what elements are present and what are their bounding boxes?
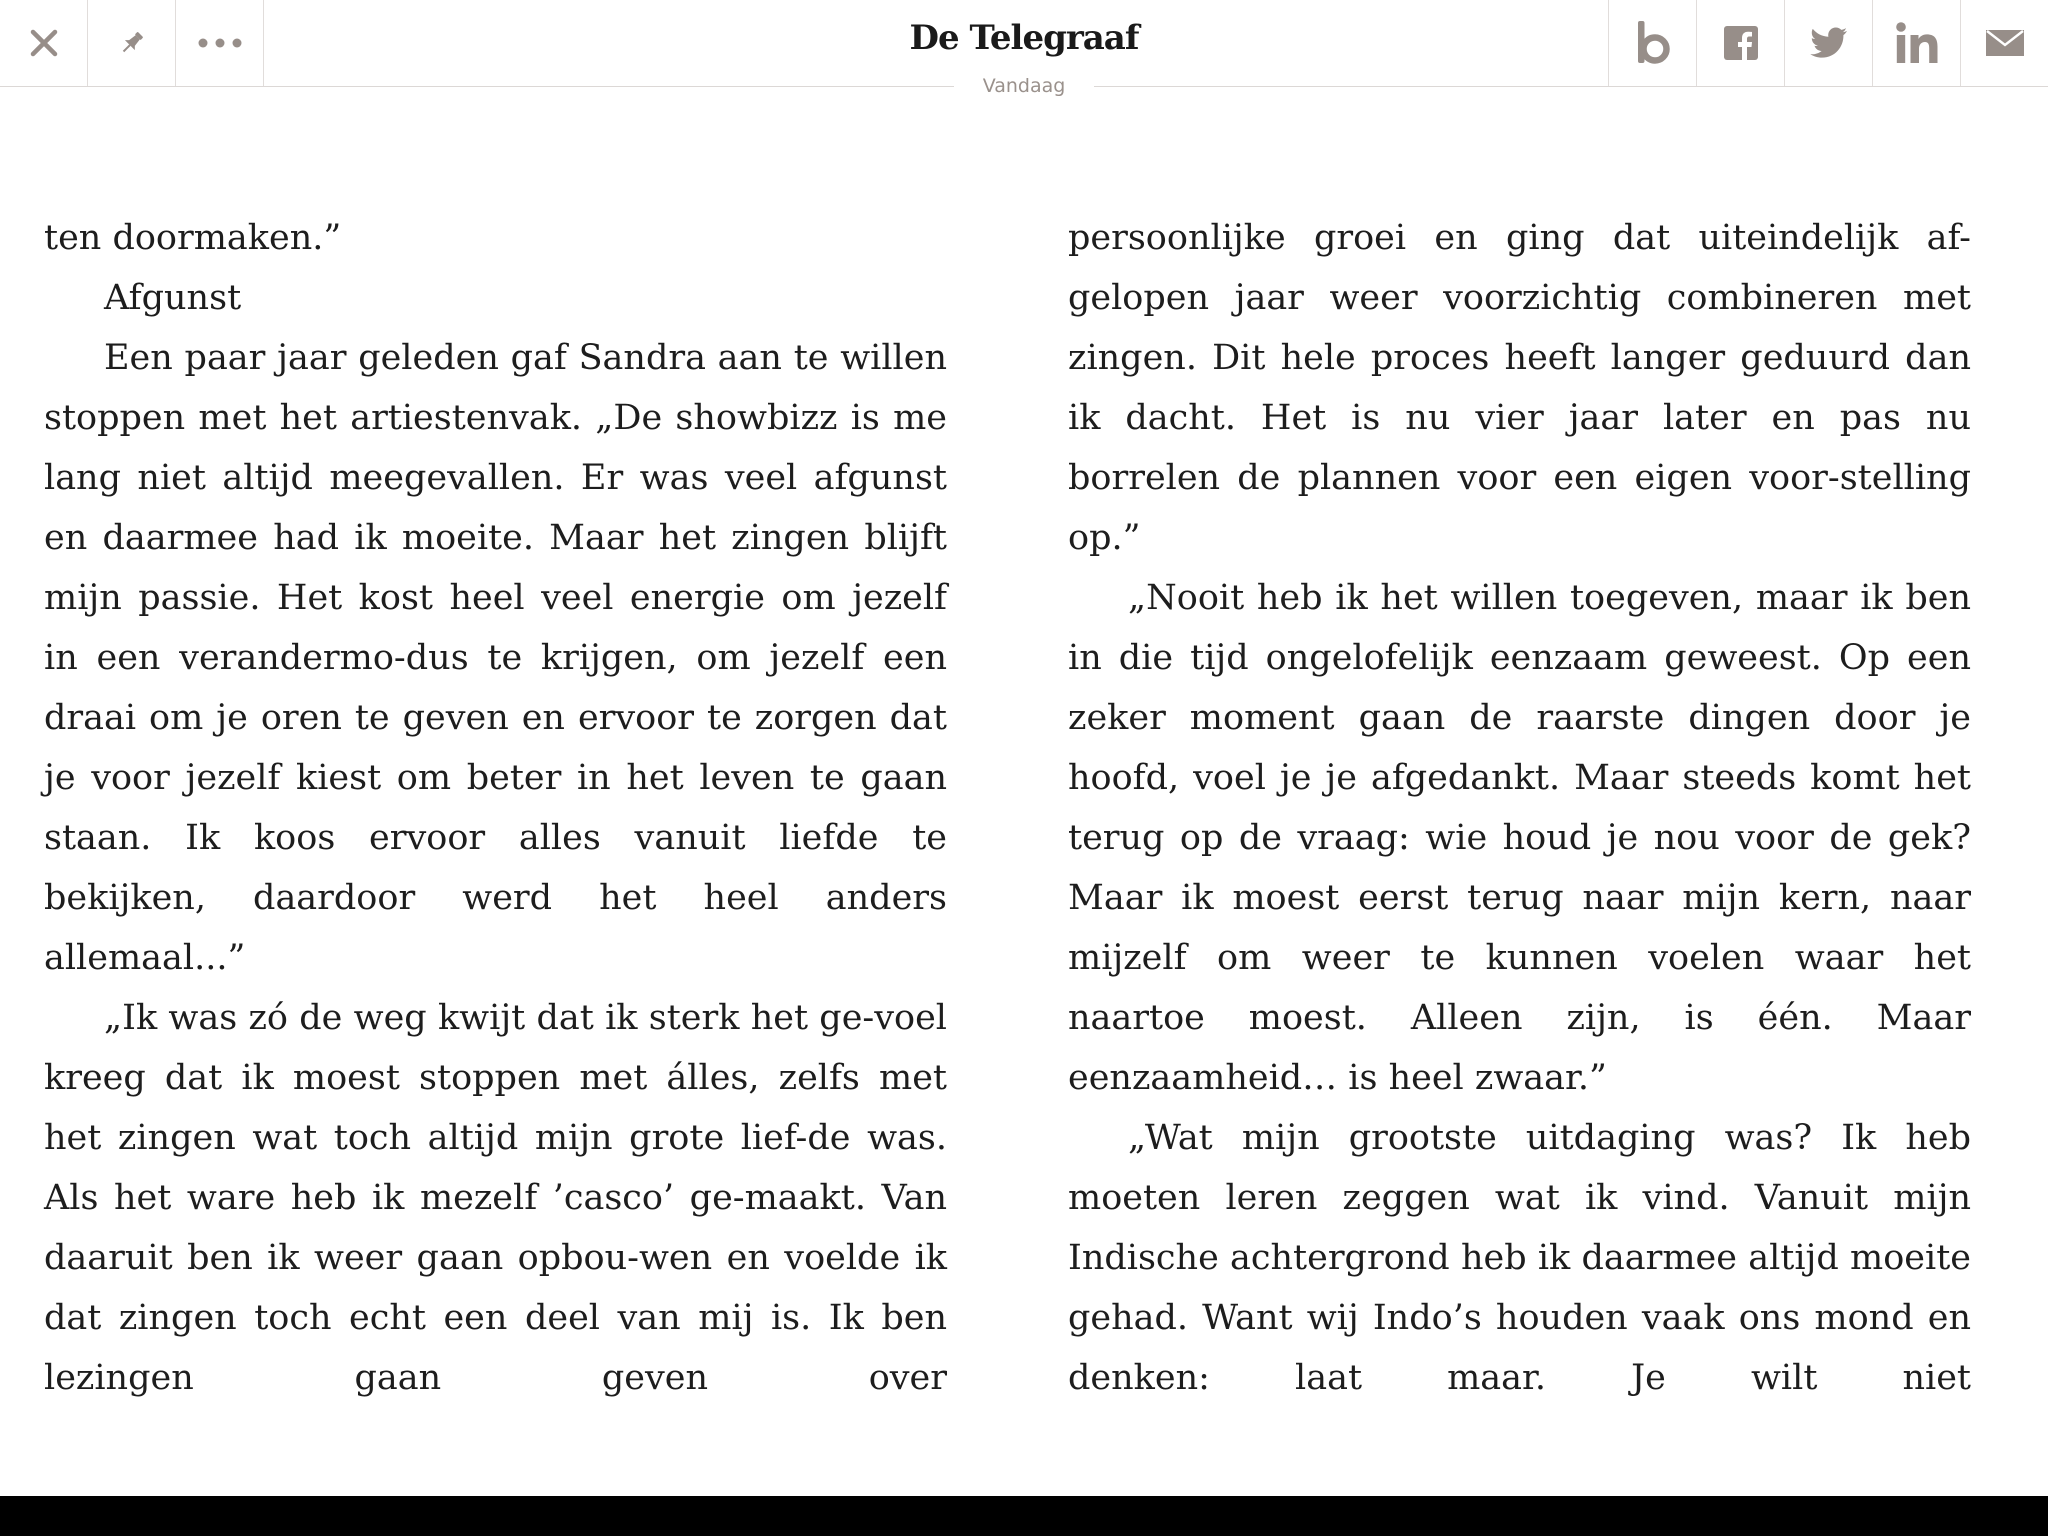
facebook-icon [1724,26,1758,60]
pin-button[interactable] [88,0,176,86]
paragraph: persoonlijke groei en ging dat uiteindelijk af-gelopen jaar weer voorzichtig combineren met zingen. Dit hele proces heeft langer geduurd dan ik dacht. Het is nu vier jaar later en pas nu borrelen de plannen voor een eigen voor-stelling op.” [1068,218,1971,558]
twitter-icon [1810,27,1848,59]
paragraph: „Wat mijn grootste uitdaging was? Ik heb moeten leren zeggen wat ik vind. Vanuit mijn Indische achtergrond heb ik daarmee altijd moeite gehad. Want wij Indo’s houden vaak ons mond en denken: laat maar. Je wilt niet [1068,1118,1971,1398]
paragraph: Een paar jaar geleden gaf Sandra aan te willen stoppen met het artiestenvak. „De showbizz is me lang niet altijd meegevallen. Er was veel afgunst en daarmee had ik moeite. Maar het zingen blijft mijn passie. Het kost heel veel energie om jezelf in een verandermo-dus te krijgen, om jezelf een draai om je oren te geven en ervoor te zorgen dat je voor jezelf kiest om beter in het leven te gaan staan. Ik koos ervoor alles vanuit liefde te bekijken, daardoor werd het heel anders allemaal...” [44,338,947,978]
blendle-share-button[interactable] [1608,0,1696,86]
top-toolbar [0,0,2048,97]
linkedin-icon [1896,22,1938,64]
paragraph: „Ik was zó de weg kwijt dat ik sterk het ge-voel kreeg dat ik moest stoppen met álles, zelfs met het zingen wat toch altijd mijn grote lief-de was. Als het ware heb ik mezelf ’casco’ ge-maakt. Van daaruit ben ik weer gaan opbou-wen en voelde ik dat zingen toch echt een deel van mij is. Ik ben lezingen gaan geven over [44,998,947,1398]
article-column-right [1068,208,1971,1408]
article-column-left [44,208,947,1408]
subheading: Afgunst [104,278,242,318]
more-options-button[interactable] [176,0,264,86]
section-label: Vandaag [954,72,1094,100]
close-button[interactable] [0,0,88,86]
pin-icon [117,28,147,58]
linkedin-share-button[interactable] [1872,0,1960,86]
close-icon [29,28,59,58]
twitter-share-button[interactable] [1784,0,1872,86]
mail-share-button[interactable] [1960,0,2048,86]
paragraph: ten doormaken.” [44,218,342,258]
blendle-icon [1636,21,1670,65]
mail-icon [1986,30,2024,56]
paragraph: „Nooit heb ik het willen toegeven, maar ik ben in die tijd ongelofelijk eenzaam geweest. Op een zeker moment gaan de raarste dingen door je hoofd, voel je je afgedankt. Maar steeds komt het terug op de vraag: wie houd je nou voor de gek? Maar ik moest eerst terug naar mijn kern, naar mijzelf om weer te kunnen voelen waar het naartoe moest. Alleen zijn, is één. Maar eenzaamheid… is heel zwaar.” [1068,578,1971,1098]
more-icon [197,37,243,49]
publication-logo: De Telegraaf [909,18,1139,58]
facebook-share-button[interactable] [1696,0,1784,86]
bottom-bar [0,1496,2048,1536]
